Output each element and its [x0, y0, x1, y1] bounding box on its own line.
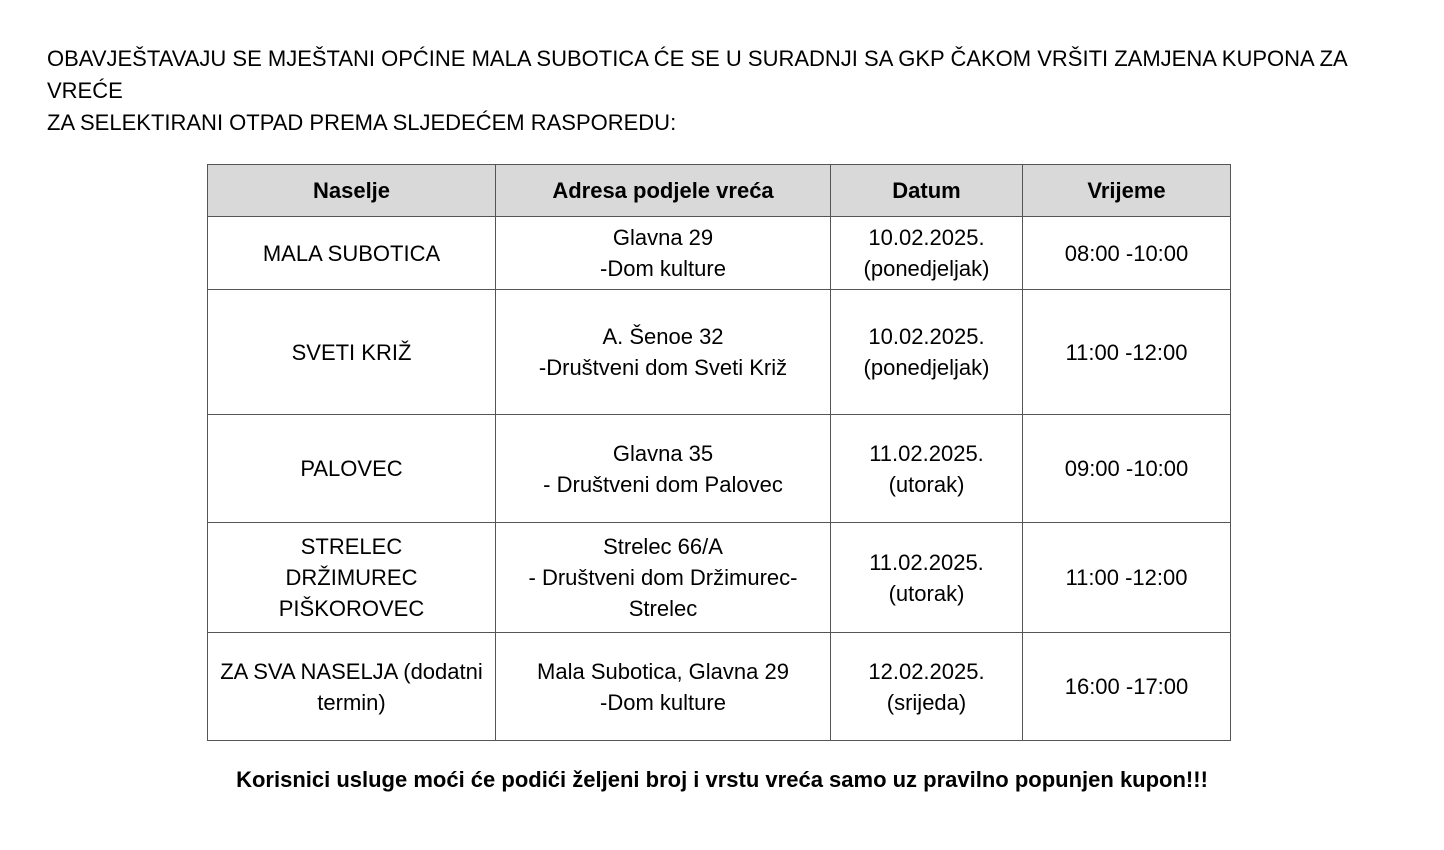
cell-vrijeme: 11:00 -12:00	[1023, 290, 1231, 415]
table-header-row	[208, 165, 1231, 217]
header-datum: Datum	[831, 165, 1023, 217]
table-row	[208, 217, 1231, 290]
header-naselje: Naselje	[208, 165, 496, 217]
announcement-intro	[47, 43, 1407, 139]
intro-line-2: ZA SELEKTIRANI OTPAD PREMA SLJEDEĆEM RASPOREDU:	[47, 110, 677, 135]
cell-naselje: SVETI KRIŽ	[208, 290, 496, 415]
cell-datum: 12.02.2025. (srijeda)	[831, 633, 1023, 741]
cell-vrijeme: 09:00 -10:00	[1023, 415, 1231, 523]
cell-datum: 10.02.2025. (ponedjeljak)	[831, 217, 1023, 290]
table-row	[208, 415, 1231, 523]
coupon-note: Korisnici usluge moći će podići željeni broj i vrstu vreća samo uz pravilno popunjen kupon!!!	[236, 767, 1208, 792]
cell-adresa: Strelec 66/A - Društveni dom Držimurec- Strelec	[496, 523, 831, 633]
table-row	[208, 523, 1231, 633]
cell-vrijeme: 11:00 -12:00	[1023, 523, 1231, 633]
cell-vrijeme: 08:00 -10:00	[1023, 217, 1231, 290]
cell-naselje: MALA SUBOTICA	[208, 217, 496, 290]
intro-line-1: OBAVJEŠTAVAJU SE MJEŠTANI OPĆINE MALA SUBOTICA ĆE SE U SURADNJI SA GKP ČAKOM VRŠITI ZAMJENA KUPONA ZA VREĆE	[47, 46, 1347, 103]
header-vrijeme: Vrijeme	[1023, 165, 1231, 217]
cell-naselje: PALOVEC	[208, 415, 496, 523]
cell-naselje: ZA SVA NASELJA (dodatni termin)	[208, 633, 496, 741]
cell-adresa: Glavna 35 - Društveni dom Palovec	[496, 415, 831, 523]
cell-naselje: STRELEC DRŽIMUREC PIŠKOROVEC	[208, 523, 496, 633]
cell-adresa: Mala Subotica, Glavna 29 -Dom kulture	[496, 633, 831, 741]
table-row	[208, 633, 1231, 741]
cell-datum: 11.02.2025. (utorak)	[831, 523, 1023, 633]
cell-datum: 11.02.2025. (utorak)	[831, 415, 1023, 523]
cell-datum: 10.02.2025. (ponedjeljak)	[831, 290, 1023, 415]
cell-adresa: Glavna 29 -Dom kulture	[496, 217, 831, 290]
table-row	[208, 290, 1231, 415]
cell-adresa: A. Šenoe 32 -Društveni dom Sveti Križ	[496, 290, 831, 415]
schedule-table	[207, 164, 1231, 741]
cell-vrijeme: 16:00 -17:00	[1023, 633, 1231, 741]
header-adresa: Adresa podjele vreća	[496, 165, 831, 217]
